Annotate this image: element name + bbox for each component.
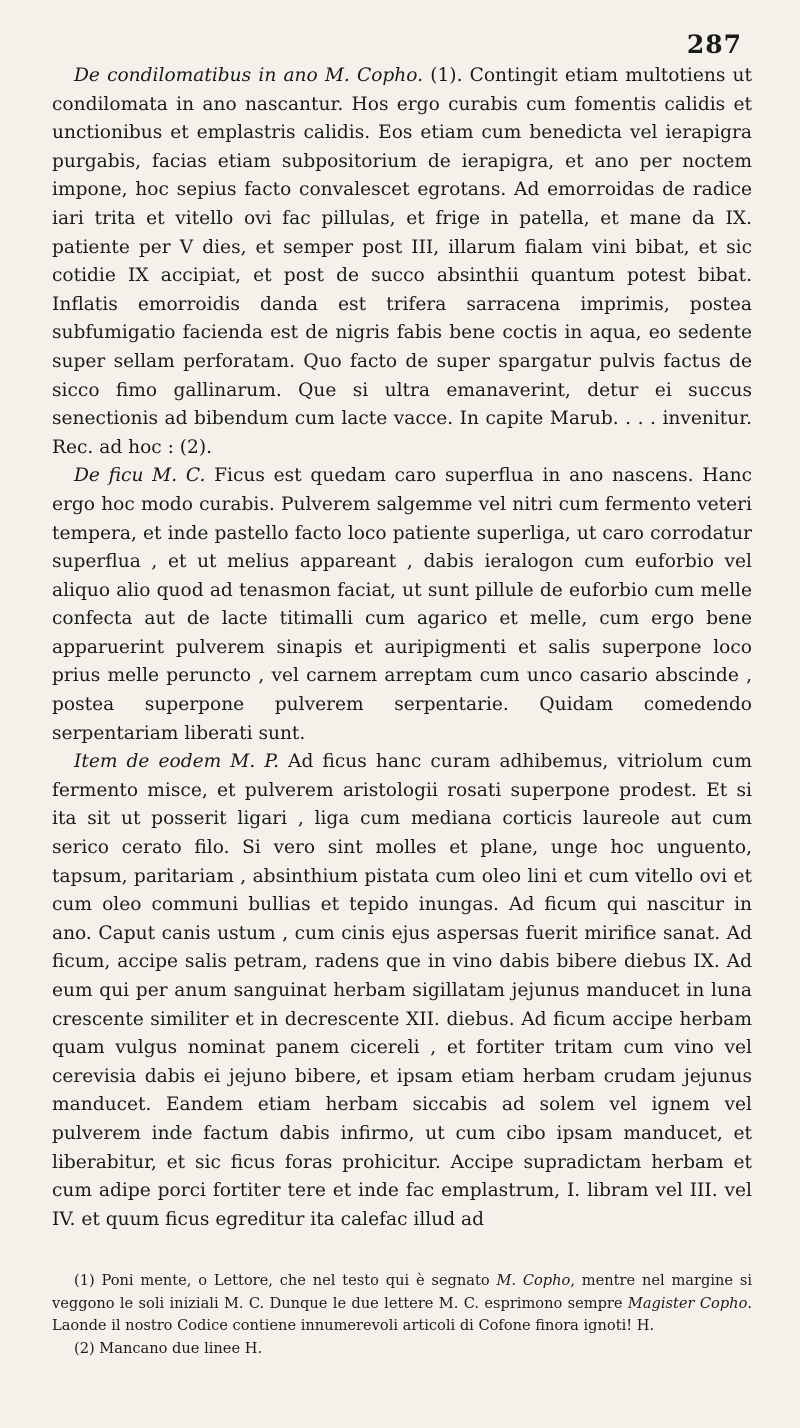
paragraph-item-de-eodem — [52, 748, 752, 1234]
main-text — [52, 62, 752, 1234]
footnote-text: (1) Poni mente, o Lettore, che nel testo qui è segnato — [74, 1272, 497, 1289]
footnotes — [52, 1270, 752, 1360]
paragraph-condilomata — [52, 62, 752, 462]
paragraph-heading: De ficu M. C. — [74, 465, 206, 487]
footnote-2: (2) Mancano due linee H. — [74, 1339, 263, 1357]
paragraph-heading: De condilomatibus in ano M. Copho. — [74, 65, 424, 86]
footnote-italic: M. Copho — [496, 1272, 571, 1289]
paragraph-body: Ficus est quedam caro superflua in ano nascens. Hanc ergo hoc modo curabis. Pulverem salgemme vel nitri cum fermento veteri tempera, et inde pastello facto loco patiente superliga, ut caro corrodatur superflua , et ut melius appareant , dabis ieralogon cum euforbio vel aliquo alio quod ad tenasmon faciat, ut sunt pillule de euforbio cum melle confecta aut de lacte titimalli cum agarico et melle, cum ergo bene apparuerint pulverem sinapis et auripigmenti et salis superpone loco prius melle peruncto , vel carnem arreptam cum unco casario abscinde , postea superpone pulverem serpentarie. Quidam comedendo serpentariam liberati sunt. — [52, 465, 752, 744]
paragraph-heading: Item de eodem M. P. — [74, 751, 279, 773]
footnote-italic: Magister Copho — [627, 1294, 748, 1312]
footnote-1 — [52, 1270, 752, 1338]
paragraph-body: Ad ficus hanc curam adhibemus, vitriolum cum fermento misce, et pulverem aristologii rosati superpone prodest. Et si ita sit ut posserit ligari , liga cum mediana corticis laureole aut cum serico cerato filo. Si vero sint molles et plane, unge hoc unguento, tapsum, paritariam , absinthium pistata cum oleo lini et cum vitello ovi et cum oleo communi bullias et tepido inungas. Ad ficum qui nascitur in ano. Caput canis ustum , cum cinis ejus aspersas fuerit mirifice sanat. Ad ficum, accipe salis petram, radens que in vino dabis bibere diebus IX. Ad eum qui per anum sanguinat herbam sigillatam jejunus manducet in luna crescente similiter et in decrescente XII. diebus. Ad ficum accipe herbam quam vulgus nominat panem cicereli , et fortiter tritam cum vino vel cerevisia dabis ei jejuno bibere, et ipsam etiam herbam crudam jejunus manducet. Eandem etiam herbam siccabis ad solem vel ignem vel pulverem inde factum dabis infirmo, ut cum cibo ipsam manducet, et liberabitur, et sic ficus foras prohicitur. Accipe supradictam herbam et cum adipe porci fortiter tere et inde fac emplastrum, I. libram vel III. vel IV. et quum ficus egreditur ita calefac illud ad — [52, 751, 752, 1230]
footnote-text: . Laonde il nostro Codice contiene innumerevoli articoli di Cofone finora ignoti! H. — [52, 1294, 752, 1334]
paragraph-de-ficu — [52, 462, 752, 748]
page-number: 287 — [686, 30, 742, 59]
paragraph-body: (1). Contingit etiam multotiens ut condilomata in ano nascantur. Hos ergo curabis cum fomentis calidis et unctionibus et emplastris calidis. Eos etiam cum benedicta vel ierapigra purgabis, facias etiam subpositorium de ierapigra, et ano per noctem impone, hoc sepius facto convalescet egrotans. Ad emorroidas de radice iari trita et vitello ovi fac pillulas, et frige in patella, et mane da IX. patiente per V dies, et semper post III, illarum fialam vini bibat, et sic cotidie IX accipiat, et post de succo absinthii quantum potest bibat. Inflatis emorroidis danda est trifera sarracena imprimis, postea subfumigatio facienda est de nigris fabis bene coctis in aqua, eo sedente super sellam perforatam. Quo facto de super spargatur pulvis factus de sicco fimo gallinarum. Que si ultra emanaverint, detur ei succus senectionis ad bibendum cum lacte vacce. In capite Marub. . . . invenitur. Rec. ad hoc : (2). — [52, 65, 752, 458]
footnote-text: , mentre nel margine si veggono le soli iniziali M. C. Dunque le due lettere M. C. esprimono sempre — [52, 1272, 753, 1312]
